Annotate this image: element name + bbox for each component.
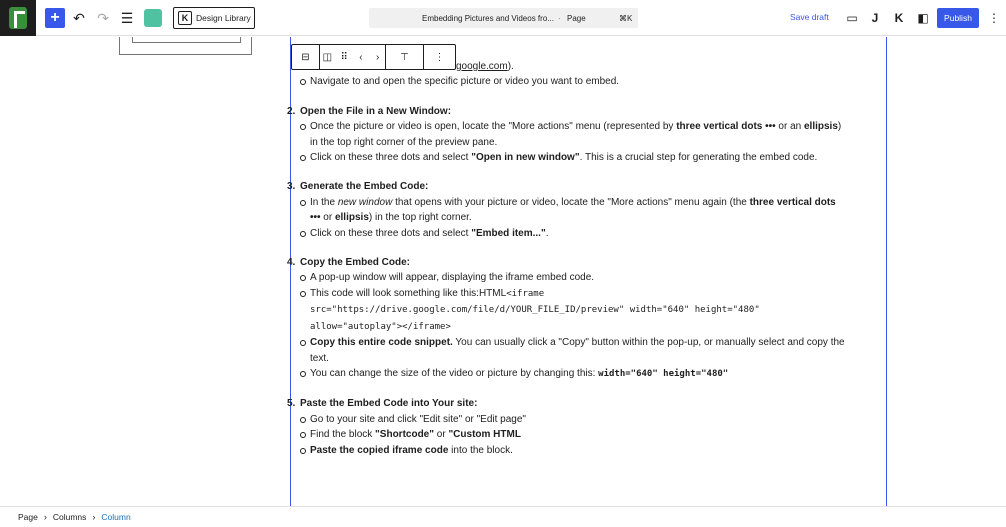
breadcrumb-column[interactable]: Column xyxy=(101,512,131,522)
site-logo[interactable] xyxy=(0,0,36,36)
text: Click on these three dots and select xyxy=(310,227,472,239)
block-toolbar xyxy=(291,44,456,70)
text: Navigate to and open the specific picture or video you want to embed. xyxy=(310,76,620,88)
publish-button[interactable]: Publish xyxy=(937,8,979,28)
text: This code will look something like this:HTML xyxy=(310,287,507,299)
step-5 xyxy=(287,396,884,458)
text: . This is a crucial step for generating the embed code. xyxy=(579,152,818,164)
save-draft-button[interactable]: Save draft xyxy=(790,12,829,22)
bold-text: ••• xyxy=(310,212,321,224)
step-number: 2. xyxy=(287,105,296,117)
text: Find the block xyxy=(310,429,376,441)
text: or an xyxy=(775,121,804,133)
step-number: 3. xyxy=(287,181,296,193)
list-content[interactable] xyxy=(287,37,884,472)
text: Go to your site and click "Edit site" or "Edit page" xyxy=(310,413,526,425)
block-breadcrumb xyxy=(0,506,1006,527)
text: In the xyxy=(310,196,338,208)
code-text: width="640" height="480" xyxy=(598,368,729,379)
list-item xyxy=(300,195,884,226)
bold-text: "Shortcode" xyxy=(375,429,434,441)
chevron-right-icon: › xyxy=(92,512,96,522)
text: or xyxy=(320,212,335,224)
text: ) in the top right corner. xyxy=(368,212,472,224)
bold-text: "Custom HTML xyxy=(448,429,521,441)
parent-columns-button[interactable] xyxy=(292,45,320,69)
step-title: Copy the Embed Code: xyxy=(300,257,411,269)
list-item xyxy=(300,412,884,427)
list-item xyxy=(300,286,884,335)
previous-block-outline[interactable] xyxy=(119,37,252,55)
text: Click on these three dots and select xyxy=(310,152,472,164)
text: A pop-up window will appear, displaying the iframe embed code. xyxy=(310,272,595,284)
text: text. xyxy=(310,352,329,364)
list-item xyxy=(300,74,884,89)
step-title: Generate the Embed Code: xyxy=(300,181,429,193)
undo-icon[interactable]: ↶ xyxy=(73,9,85,26)
step-2 xyxy=(287,104,884,166)
list-item xyxy=(300,335,884,366)
editor-top-toolbar xyxy=(0,0,1006,36)
columns-icon: ⊟ xyxy=(301,51,310,63)
command-shortcut: ⌘K xyxy=(619,13,633,23)
title-separator: · xyxy=(558,13,561,23)
bold-text: "Embed item..." xyxy=(471,227,546,239)
breadcrumb-columns[interactable]: Columns xyxy=(52,512,87,522)
kadence-icon[interactable]: K xyxy=(894,11,904,25)
move-left-icon[interactable]: ‹ xyxy=(359,51,363,63)
step-number: 4. xyxy=(287,257,296,269)
text: Once the picture or video is open, locate the "More actions" menu (represented by xyxy=(310,121,677,133)
step-title: Paste the Embed Code into Your site: xyxy=(300,398,478,410)
move-right-icon[interactable]: › xyxy=(375,51,380,63)
settings-sidebar-icon[interactable]: ◧ xyxy=(917,11,929,25)
text: You can change the size of the video or picture by changing this: xyxy=(310,367,599,379)
step-4 xyxy=(287,255,884,382)
jetpack-icon[interactable]: J xyxy=(871,11,879,25)
bold-text: ellipsis xyxy=(803,121,838,133)
column-icon[interactable]: ◫ xyxy=(322,51,333,63)
code-text: allow="autoplay"></iframe> xyxy=(310,321,451,332)
step-heading xyxy=(287,104,884,119)
post-type-label: Page xyxy=(567,13,586,23)
text: . xyxy=(545,227,549,239)
document-title-bar[interactable] xyxy=(369,8,638,28)
step-3 xyxy=(287,179,884,241)
design-library-icon: K xyxy=(178,11,192,25)
bold-text: "Open in new window" xyxy=(471,152,580,164)
vertical-align-button[interactable] xyxy=(386,45,424,69)
code-text: <iframe xyxy=(506,288,545,299)
text: ) xyxy=(837,121,842,133)
site-logo-icon xyxy=(9,7,27,29)
design-library-button[interactable] xyxy=(173,7,255,29)
bold-text: Copy this entire code snippet. xyxy=(310,337,453,349)
preview-icon[interactable]: ▭ xyxy=(846,11,858,25)
more-options-icon: ⋮ xyxy=(434,51,445,63)
list-item xyxy=(300,427,884,442)
block-options-button[interactable] xyxy=(424,45,455,69)
list-item xyxy=(300,366,884,382)
editor-canvas xyxy=(0,37,1006,506)
step-title: Open the File in a New Window: xyxy=(300,105,452,117)
step-heading xyxy=(287,255,884,270)
step-number: 5. xyxy=(287,398,296,410)
chevron-right-icon: › xyxy=(43,512,47,522)
text: ). xyxy=(507,61,514,72)
bold-text: ellipsis xyxy=(334,212,369,224)
list-item xyxy=(300,150,884,165)
list-item xyxy=(300,226,884,241)
list-item xyxy=(300,270,884,285)
bold-text: three vertical dots ••• xyxy=(676,121,776,133)
text: into the block. xyxy=(448,444,513,456)
text: that opens with your picture or video, locate the "More actions" menu again (the xyxy=(392,196,750,208)
step-heading xyxy=(287,396,884,411)
patterns-icon[interactable] xyxy=(144,9,162,27)
step-heading xyxy=(287,179,884,194)
design-library-label: Design Library xyxy=(196,13,251,23)
bold-text: Paste the copied iframe code xyxy=(310,444,449,456)
document-title: Embedding Pictures and Videos fro... xyxy=(422,13,554,23)
list-item xyxy=(300,443,884,458)
text: or xyxy=(433,429,449,441)
text: You can usually click a "Copy" button within the pop-up, or manually select and copy the xyxy=(452,337,845,349)
bold-text: three vertical dots xyxy=(749,196,836,208)
list-item xyxy=(300,119,884,150)
list-view-icon[interactable]: ☰ xyxy=(120,9,134,26)
options-menu-icon[interactable]: ⋮ xyxy=(988,11,1000,25)
align-top-icon: ⊤ xyxy=(400,51,409,63)
add-block-button[interactable]: + xyxy=(45,8,65,28)
italic-text: new window xyxy=(337,196,393,208)
text: in the top right corner of the preview pane. xyxy=(310,136,498,148)
breadcrumb-page[interactable]: Page xyxy=(18,512,38,522)
google-link[interactable]: google.com xyxy=(456,61,508,72)
block-mover-group xyxy=(320,45,386,69)
redo-icon[interactable]: ↷ xyxy=(97,9,109,26)
drag-handle-icon[interactable]: ⠿ xyxy=(340,51,348,63)
code-text: src="https://drive.google.com/file/d/YOUR_FILE_ID/preview" width="640" height="480" xyxy=(310,305,760,316)
